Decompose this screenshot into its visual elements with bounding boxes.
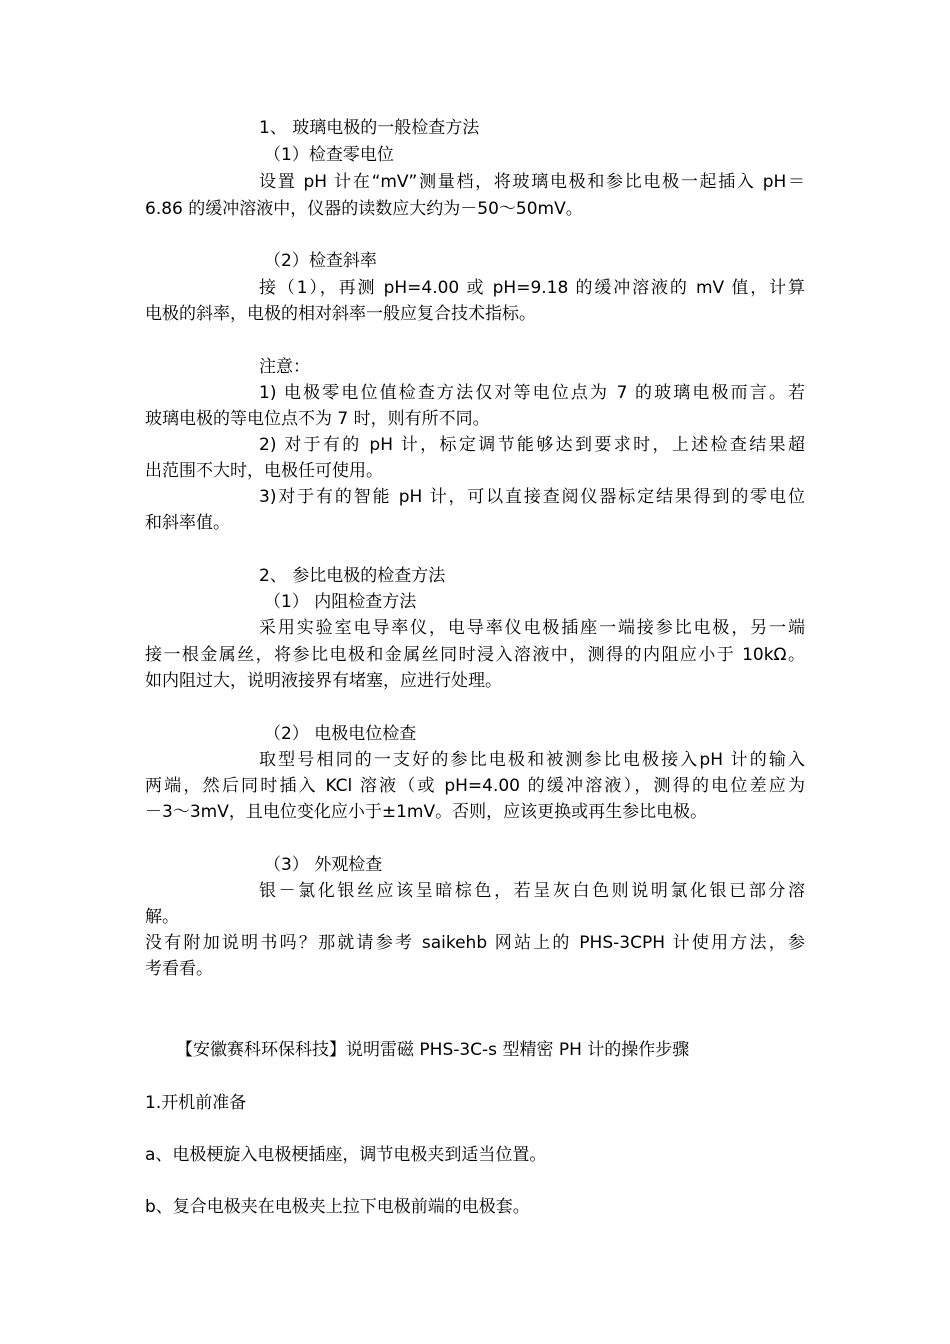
step-heading: 1.开机前准备: [145, 1093, 247, 1113]
subheading-slope: （2）检查斜率: [264, 251, 377, 271]
subheading-electrode-potential: （2） 电极电位检查: [264, 724, 417, 744]
paragraph-line: 解。: [145, 907, 179, 927]
paragraph-line: 接（1），再测 pH=4.00 或 pH=9.18 的缓冲溶液的 mV 值，计算: [259, 278, 805, 298]
step-item-b: b、复合电极夹在电极夹上拉下电极前端的电极套。: [145, 1197, 530, 1217]
paragraph-line: －3～3mV，且电位变化应小于±1mV。否则，应该更换或再生参比电极。: [145, 802, 708, 822]
paragraph-line: 电极的斜率，电极的相对斜率一般应复合技术指标。: [145, 304, 536, 324]
subheading-internal-resistance: （1） 内阻检查方法: [264, 592, 417, 612]
note-line: 3)对于有的智能 pH 计，可以直接查阅仪器标定结果得到的零电位: [259, 487, 805, 507]
step-item-a: a、电极梗旋入电极梗插座，调节电极夹到适当位置。: [145, 1145, 547, 1165]
paragraph-line: 如内阻过大，说明液接界有堵塞，应进行处理。: [145, 671, 502, 691]
paragraph-line: 考看看。: [145, 959, 213, 979]
paragraph-line: 没有附加说明书吗？那就请参考 saikehb 网站上的 PHS-3CPH 计使用方法，参: [145, 933, 805, 953]
article-title: 【安徽赛科环保科技】说明雷磁 PHS-3C-s 型精密 PH 计的操作步骤: [176, 1040, 690, 1060]
note-line: 2) 对于有的 pH 计，标定调节能够达到要求时，上述检查结果超: [259, 435, 805, 455]
note-line: 和斜率值。: [145, 513, 230, 533]
note-line: 出范围不大时，电极任可使用。: [145, 461, 383, 481]
paragraph-line: 6.86 的缓冲溶液中，仪器的读数应大约为－50～50mV。: [145, 199, 583, 219]
subheading-appearance: （3） 外观检查: [264, 855, 383, 875]
paragraph-line: 两端，然后同时插入 KCl 溶液（或 pH=4.00 的缓冲溶液），测得的电位差应为: [145, 776, 805, 796]
note-label: 注意：: [259, 357, 310, 377]
note-line: 1) 电极零电位值检查方法仅对等电位点为 7 的玻璃电极而言。若: [259, 383, 805, 403]
section-heading-glass-electrode: 1、 玻璃电极的一般检查方法: [259, 118, 480, 138]
subheading-zero-potential: （1）检查零电位: [264, 145, 394, 165]
paragraph-line: 取型号相同的一支好的参比电极和被测参比电极接入pH 计的输入: [259, 750, 805, 770]
paragraph-line: 接一根金属丝，将参比电极和金属丝同时浸入溶液中，测得的内阻应小于 10kΩ。: [145, 645, 805, 665]
paragraph-line: 采用实验室电导率仪，电导率仪电极插座一端接参比电极，另一端: [259, 618, 805, 638]
paragraph-line: 银－氯化银丝应该呈暗棕色，若呈灰白色则说明氯化银已部分溶: [259, 881, 805, 901]
section-heading-reference-electrode: 2、 参比电极的检查方法: [259, 566, 446, 586]
paragraph-line: 设置 pH 计在“mV”测量档，将玻璃电极和参比电极一起插入 pH＝: [259, 172, 805, 192]
note-line: 玻璃电极的等电位点不为 7 时，则有所不同。: [145, 409, 490, 429]
